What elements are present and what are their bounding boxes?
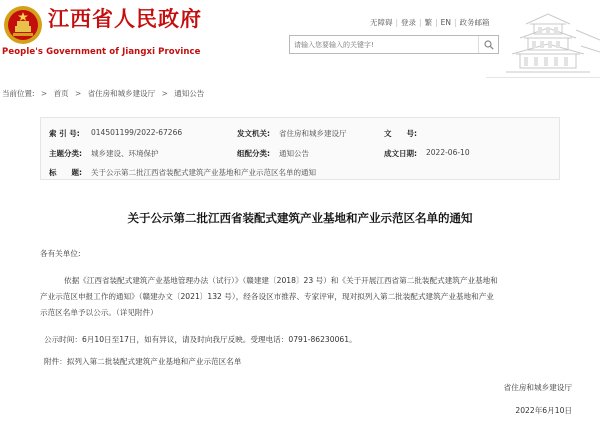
link-separator: | [453,18,457,27]
tengwang-pavilion-illustration [486,0,600,78]
top-links [370,17,489,28]
breadcrumb-department[interactable]: 省住房和城乡建设厅 [87,89,156,98]
category-value: 通知公告 [279,149,309,158]
category-label: 组配分类: [237,149,270,158]
breadcrumb-separator: > [161,89,168,98]
search-box [289,35,499,54]
link-separator: | [419,18,422,27]
site-subtitle: People's Government of Jiangxi Province [2,47,201,57]
english-link[interactable]: EN [440,18,451,27]
paragraph-line: 产业示范区申报工作的通知》（赣建办文〔2021〕132 号），经各设区市推荐、专家评审，现对拟列入第二批装配式建筑产业基地和产业 [40,292,494,301]
site-title[interactable]: 江西省人民政府 [48,7,202,31]
traditional-chinese-link[interactable]: 繁 [424,18,433,27]
date-label: 成文日期: [384,149,417,158]
national-emblem-icon [2,4,44,46]
date-value: 2022-06-10 [426,148,470,157]
index-no-value: 014501199/2022-67266 [91,128,183,137]
document-meta-table [40,117,560,180]
accessibility-link[interactable]: 无障碍 [370,18,393,27]
breadcrumb-notices[interactable]: 通知公告 [174,89,205,98]
notice-period-paragraph: 公示时间：6月10日至17日，如有异议，请及时向我厅反映。受理电话：0791-86230061。 [44,335,357,344]
breadcrumb-label: 当前位置: [2,89,35,98]
login-link[interactable]: 登录 [401,18,417,27]
link-separator: | [395,18,399,27]
paragraph-line: 依据《江西省装配式建筑产业基地管理办法（试行）》（赣建建〔2018〕23 号）和《关于开展江西省第二批装配式建筑产业基地和 [64,276,498,285]
gov-mail-link[interactable]: 政务邮箱 [459,18,490,27]
topic-label: 主题分类: [49,149,82,158]
signature: 省住房和城乡建设厅 [503,383,572,392]
search-input[interactable] [294,37,474,52]
title-value: 关于公示第二批江西省装配式建筑产业基地和产业示范区名单的通知 [91,168,316,177]
topic-value: 城乡建设、环境保护 [91,149,159,158]
index-no-label: 索 引 号: [49,129,80,138]
issuer-value: 省住房和城乡建设厅 [279,129,347,138]
issuer-label: 发文机关: [237,129,270,138]
breadcrumb-separator: > [75,89,82,98]
signature-date: 2022年6月10日 [515,406,572,415]
breadcrumb [0,88,600,99]
doc-number-label: 文 号: [384,129,417,138]
article-title: 关于公示第二批江西省装配式建筑产业基地和产业示范区名单的通知 [127,211,473,225]
breadcrumb-home[interactable]: 首页 [53,89,69,98]
attachment-link[interactable]: 附件：拟列入第二批装配式建筑产业基地和产业示范区名单 [44,357,242,366]
paragraph-line: 示范区名单予以公示。（详见附件） [40,308,158,317]
salutation: 各有关单位: [40,249,81,258]
title-label: 标 题: [49,168,82,177]
link-separator: | [435,18,438,27]
site-header [0,0,600,78]
breadcrumb-separator: > [40,89,48,98]
